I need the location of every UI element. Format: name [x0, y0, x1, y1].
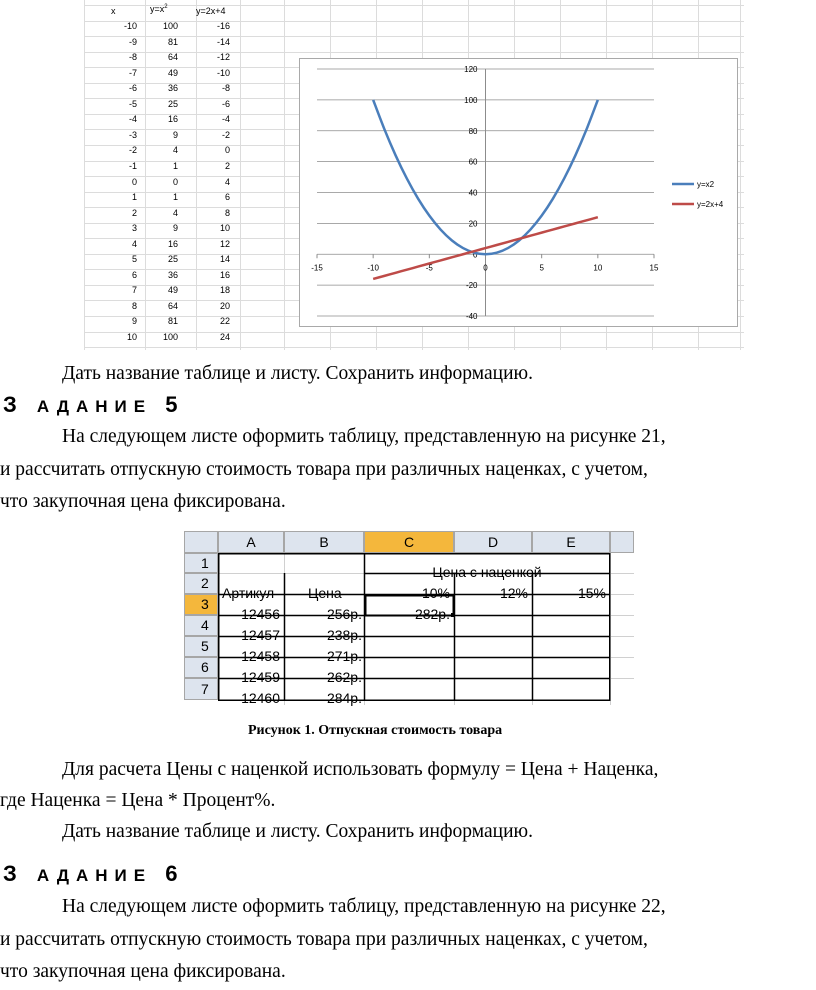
col-header-d: D: [454, 531, 532, 553]
top-table-cell: -8: [221, 83, 230, 94]
top-table-cell: 100: [162, 21, 178, 31]
top-table-cell: 10: [126, 332, 137, 342]
top-table-cell: 0: [131, 176, 137, 187]
top-table-cell: 25: [167, 98, 178, 109]
price-cell: 262р.: [326, 669, 362, 685]
top-table-cell: -4: [221, 114, 230, 125]
col-header-extra: [610, 531, 634, 553]
top-table-cell: 81: [167, 316, 178, 327]
formula-line2: где Наценка = Цена * Процент%.: [0, 790, 276, 811]
top-table-cell: -16: [216, 21, 230, 31]
top-table-cell: 24: [219, 332, 230, 342]
y-tick-label: 120: [464, 65, 478, 74]
top-table-cell: -14: [216, 36, 230, 47]
top-table-cell: 1: [172, 192, 178, 203]
price-cell: 256р.: [326, 606, 362, 622]
top-table-cell: -6: [128, 83, 137, 94]
top-table-cell: -1: [128, 160, 137, 171]
top-table-cell: 18: [219, 285, 230, 296]
top-table-cell: 12: [219, 238, 230, 249]
top-table-cell: 0: [224, 145, 230, 156]
task-6-heading: З АДАНИЕ 6: [3, 861, 185, 886]
y-tick-label: 0: [473, 250, 478, 260]
top-table-cell: 9: [172, 223, 178, 234]
top-table-cell: 16: [167, 114, 178, 125]
row-header-3: 3: [184, 594, 218, 615]
top-table-cell: 1: [131, 192, 137, 203]
top-table-cell: 7: [131, 285, 137, 296]
top-table-cell: 49: [167, 67, 178, 78]
top-table-cell: 3: [131, 223, 137, 234]
article-cell: 12456: [241, 606, 280, 622]
merged-header-price-markup: Цена с наценкой: [432, 564, 542, 580]
price-cell: 284р.: [326, 690, 362, 706]
top-table-cell: 64: [167, 300, 178, 311]
top-table-cell: -7: [128, 67, 137, 78]
top-table-cell: 5: [131, 254, 137, 265]
top-table-cell: -6: [221, 98, 230, 109]
x-tick-label: 10: [593, 263, 603, 273]
top-table-cell: 10: [219, 223, 230, 234]
top-table-cell: -8: [128, 52, 137, 63]
excel-figure: [184, 531, 634, 705]
top-table-cell: 49: [167, 285, 178, 296]
x-tick-label: -5: [425, 263, 433, 273]
top-table-cell: 8: [131, 300, 137, 311]
top-table-cell: 4: [172, 207, 178, 218]
task5-line3: что закупочная цена фиксирована.: [0, 491, 286, 512]
top-table-cell: 0: [172, 176, 178, 187]
percent-12: 12%: [499, 585, 528, 601]
line-chart: [300, 59, 737, 326]
row-header-4: 4: [184, 615, 218, 636]
row-header-2: 2: [184, 573, 218, 594]
article-cell: 12458: [241, 648, 280, 664]
task6-line3: что закупочная цена фиксирована.: [0, 961, 286, 982]
header-x: x: [111, 6, 116, 16]
top-table-cell: 6: [224, 192, 230, 203]
y-tick-label: 100: [464, 95, 478, 105]
price-cell: 238р.: [326, 627, 362, 643]
top-table-cell: -9: [128, 36, 137, 47]
chart-area: [299, 58, 738, 327]
col-header-c: C: [364, 531, 454, 553]
row-header-1: 1: [184, 553, 218, 573]
top-table-cell: 81: [167, 36, 178, 47]
top-table-cell: 22: [219, 316, 230, 327]
article-cell: 12460: [241, 690, 280, 706]
x-tick-label: -15: [311, 263, 323, 273]
top-table-cell: 8: [224, 207, 230, 218]
top-table-cell: 4: [131, 238, 137, 249]
paragraph-save-2: Дать название таблице и листу. Сохранить информацию.: [62, 821, 533, 842]
top-table-cell: 25: [167, 254, 178, 265]
top-table-cell: -3: [128, 129, 137, 140]
top-table-cell: 2: [224, 160, 230, 171]
row-header-6: 6: [184, 657, 218, 678]
col-header-b: B: [284, 531, 364, 553]
top-table-cell: 4: [172, 145, 178, 156]
top-table-cell: 64: [167, 52, 178, 63]
top-table-cell: -2: [128, 145, 137, 156]
top-table-cell: 4: [224, 176, 230, 187]
figure-caption: Рисунок 1. Отпускная стоимость товара: [248, 723, 503, 738]
top-table-cell: 9: [172, 129, 178, 140]
top-table-cell: -10: [123, 21, 137, 31]
price-cell: 271р.: [326, 648, 362, 664]
col-header-a: A: [218, 531, 284, 553]
article-cell: 12459: [241, 669, 280, 685]
y-tick-label: 40: [468, 188, 478, 198]
task5-line1: На следующем листе оформить таблицу, представленную на рисунке 21,: [62, 426, 666, 447]
task6-line2: и рассчитать отпускную стоимость товара при различных наценках, с учетом,: [0, 929, 648, 950]
top-table-cell: -4: [128, 114, 137, 125]
header-article: Артикул: [222, 585, 275, 601]
legend-label: y=2x+4: [697, 200, 724, 209]
formula-line1: Для расчета Цены с наценкой использовать формулу = Цена + Наценка,: [62, 759, 659, 780]
task5-line2: и рассчитать отпускную стоимость товара при различных наценках, с учетом,: [0, 459, 648, 480]
row-header-5: 5: [184, 636, 218, 657]
task-5-heading: З АДАНИЕ 5: [3, 392, 185, 417]
percent-10: 10%: [421, 585, 450, 601]
top-table-cell: -5: [128, 98, 137, 109]
x-tick-label: -10: [367, 263, 379, 273]
top-table-cell: 20: [219, 300, 230, 311]
row-header-7: 7: [184, 678, 218, 700]
top-table-cell: 2: [131, 207, 137, 218]
top-table-cell: 16: [219, 269, 230, 280]
x-tick-label: 15: [649, 263, 659, 273]
top-table-cell: -2: [221, 129, 230, 140]
y-tick-label: 20: [468, 219, 478, 229]
result-cell-c3[interactable]: 282р.: [414, 606, 450, 622]
x-tick-label: 0: [483, 263, 488, 273]
corner-cell: [184, 531, 218, 553]
percent-15: 15%: [577, 585, 606, 601]
top-table-cell: -12: [216, 52, 230, 63]
article-cell: 12457: [241, 627, 280, 643]
top-table-cell: 36: [167, 269, 178, 280]
paragraph-save-1: Дать название таблице и листу. Сохранить информацию.: [62, 363, 533, 384]
y-tick-label: 60: [468, 157, 478, 167]
top-table-cell: 36: [167, 83, 178, 94]
top-table-cell: 1: [172, 160, 178, 171]
y-tick-label: -20: [465, 281, 478, 291]
header-y1: $y=x^2$: [150, 4, 168, 14]
top-table-cell: 14: [219, 254, 230, 265]
header-y2: y=2x+4: [196, 6, 226, 16]
top-table-cell: 9: [131, 316, 137, 327]
top-table-cell: 100: [162, 332, 178, 342]
header-price: Цена: [308, 585, 342, 601]
task6-line1: На следующем листе оформить таблицу, представленную на рисунке 22,: [62, 896, 666, 917]
top-table-cell: -10: [216, 67, 230, 78]
top-table-cell: 6: [131, 269, 137, 280]
x-tick-label: 5: [539, 263, 544, 273]
y-tick-label: -40: [465, 312, 478, 321]
legend-label: y=x2: [697, 180, 715, 189]
col-header-e: E: [532, 531, 610, 553]
y-tick-label: 80: [468, 126, 478, 136]
top-table-cell: 16: [167, 238, 178, 249]
